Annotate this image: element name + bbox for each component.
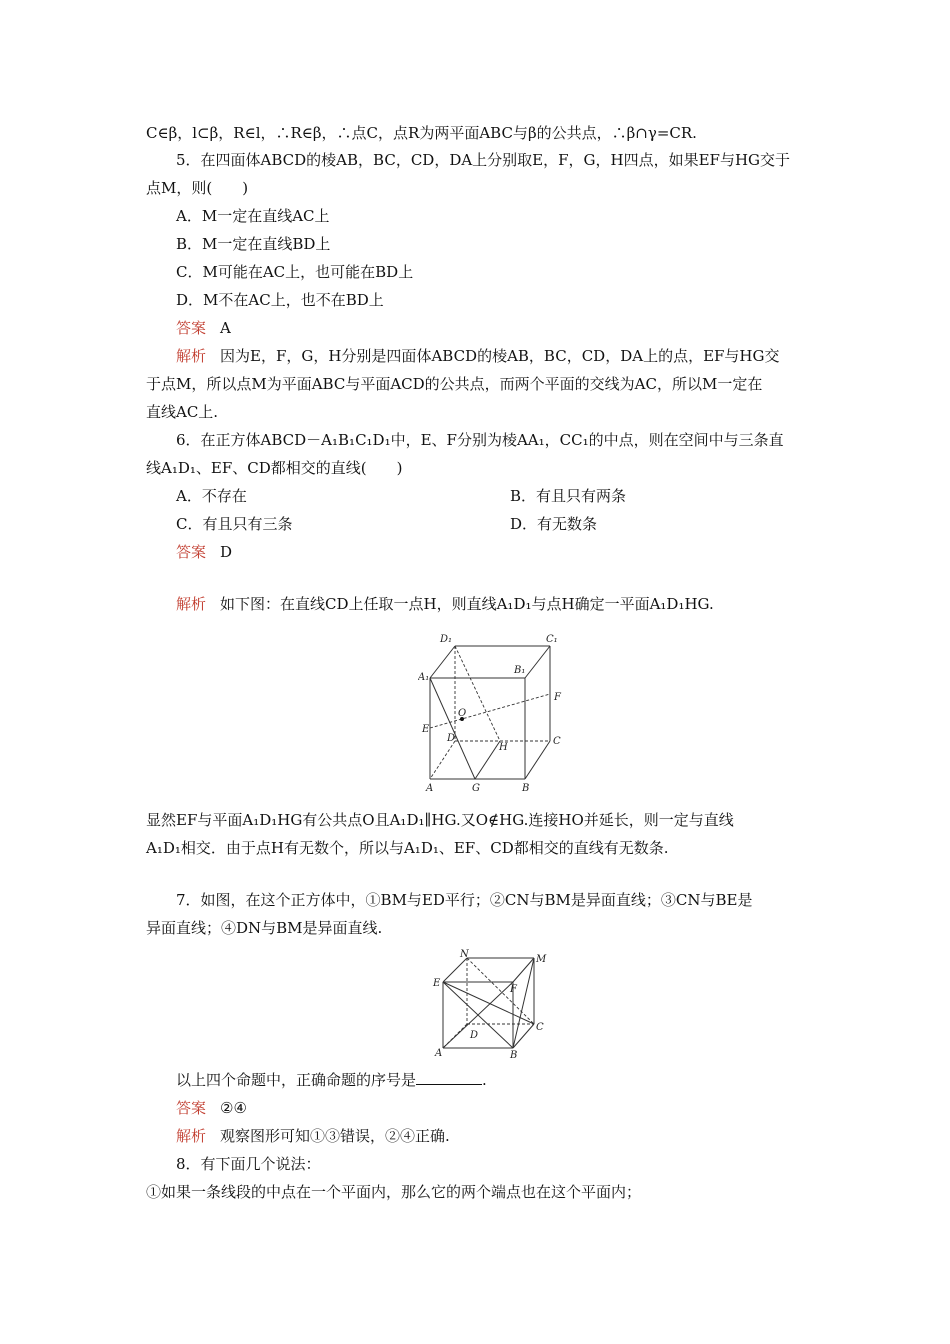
question-7-stem-cont: 异面直线；④DN与BM是异面直线. [146,919,383,937]
label-b1: B₁ [514,665,526,676]
label-d: D [470,1030,479,1041]
answer-label: 答案 [176,543,207,561]
label-b: B [510,1050,518,1060]
answer-blank[interactable] [416,1070,482,1085]
answer-5 [176,318,841,338]
question-6-options-row2 [176,514,841,534]
question-6-stem: 6．在正方体ABCD－A₁B₁C₁D₁中，E、F分别为棱AA₁，CC₁的中点，则在空间中与三条直 [176,431,784,449]
question-5-option-a: A．M一定在直线AC上 [176,207,330,225]
question-8-stem: 8．有下面几个说法： [176,1155,321,1173]
explanation-7 [176,1126,841,1146]
answer-value: D [220,543,233,561]
label-b: B [522,783,530,794]
question-7-stem: 7．如图，在这个正方体中，①BM与ED平行；②CN与BM是异面直线；③CN与BE是 [176,891,753,909]
question-6-option-a: A．不存在 [176,487,247,505]
label-d1: D₁ [440,634,453,645]
explanation-text: 观察图形可知①③错误，②④正确. [220,1127,450,1145]
question-5-option-d: D．M不在AC上，也不在BD上 [176,291,384,309]
question-7-prompt [176,1070,841,1090]
label-n: N [460,949,469,960]
question-6-options-row1 [176,486,841,506]
explanation-6-cont2: A₁D₁相交．由于点H有无数个，所以与A₁D₁、EF、CD都相交的直线有无数条. [146,839,669,857]
answer-6 [176,542,841,562]
cube-figure-1 [418,628,578,796]
question-6-option-b: B．有且只有两条 [510,487,627,505]
answer-label: 答案 [176,1099,207,1117]
explanation-label: 解析 [176,595,207,613]
label-e: E [433,978,441,989]
question-5-option-b: B．M一定在直线BD上 [176,235,331,253]
question-7-prompt-end: . [482,1071,487,1089]
label-a: A [435,1048,443,1059]
answer-value: A [220,319,231,337]
label-h: H [499,742,508,753]
question-6-option-c: C．有且只有三条 [176,515,293,533]
label-e: E [422,724,430,735]
cube-figure-2 [430,948,550,1060]
label-f: F [554,692,561,703]
question-5-stem: 5．在四面体ABCD的棱AB，BC，CD，DA上分别取E，F，G，H四点，如果EF与HG交于 [176,151,791,169]
explanation-5-cont: 于点M，所以点M为平面ABC与平面ACD的公共点，而两个平面的交线为AC，所以M一定在 [146,375,763,393]
question-6-stem-cont: 线A₁D₁、EF、CD都相交的直线( ) [146,459,403,477]
label-m: M [536,954,547,965]
explanation-5 [176,346,841,366]
label-c1: C₁ [546,634,558,645]
explanation-5-cont2: 直线AC上. [146,403,219,421]
explanation-text: 因为E，F，G，H分别是四面体ABCD的棱AB，BC，CD，DA上的点，EF与HG交 [220,347,780,365]
label-a: A [426,783,434,794]
label-c: C [553,736,561,747]
label-g: G [472,783,480,794]
answer-value: ②④ [220,1099,247,1117]
label-d: D [447,733,456,744]
explanation-label: 解析 [176,347,207,365]
label-f: F [510,984,517,995]
question-6-option-d: D．有无数条 [510,515,598,533]
label-o: O [458,708,467,719]
answer-label: 答案 [176,319,207,337]
line-continuation: C∈β，l⊂β，R∈l，∴R∈β，∴点C，点R为两平面ABC与β的公共点，∴β∩γ=CR. [146,124,697,142]
label-a1: A₁ [418,672,430,683]
explanation-6 [176,594,841,614]
explanation-text: 如下图：在直线CD上任取一点H，则直线A₁D₁与点H确定一平面A₁D₁HG. [220,595,714,613]
explanation-label: 解析 [176,1127,207,1145]
label-c: C [536,1022,544,1033]
explanation-6-cont: 显然EF与平面A₁D₁HG有公共点O且A₁D₁∥HG.又O∉HG.连接HO并延长，则一定与直线 [146,811,734,829]
question-5-stem-cont: 点M，则( ) [146,179,249,197]
question-8-statement-1: ①如果一条线段的中点在一个平面内，那么它的两个端点也在这个平面内； [146,1183,642,1201]
question-7-prompt-text: 以上四个命题中，正确命题的序号是 [176,1071,417,1089]
question-5-option-c: C．M可能在AC上，也可能在BD上 [176,263,414,281]
answer-7 [176,1098,841,1118]
